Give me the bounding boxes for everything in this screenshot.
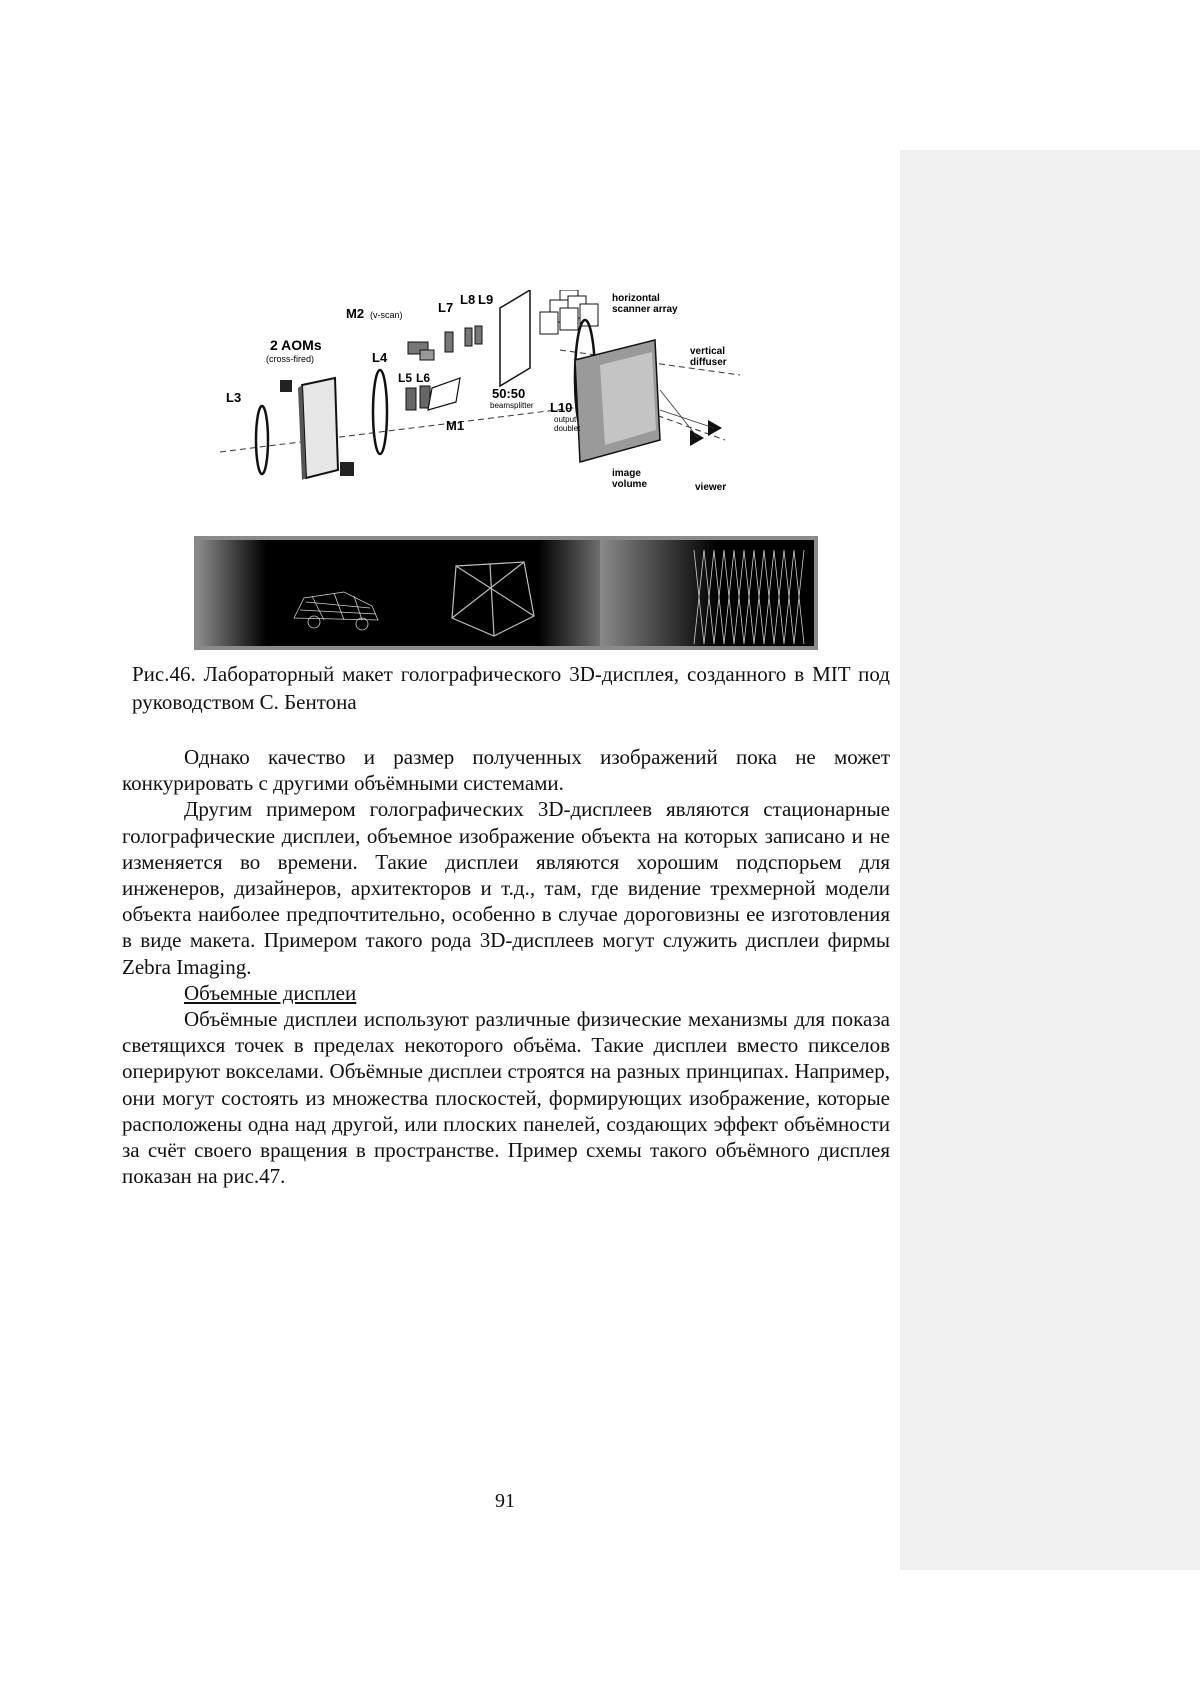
label-aoms: 2 AOMs — [270, 337, 322, 353]
label-l6: L6 — [416, 371, 431, 385]
hologram-photo-strip — [194, 536, 818, 650]
label-l3: L3 — [226, 390, 242, 405]
label-scanner-1: horizontal — [612, 293, 660, 304]
optical-setup-diagram — [220, 290, 800, 510]
label-volume-1: image — [612, 468, 641, 479]
label-m2: M2 — [346, 306, 365, 321]
paragraph-3: Объёмные дисплеи используют различные физические механизмы для показа светящихся точек в пределах некоторого объёма. Такие дисплеи вместо пикселов оперируют вокселами. Объёмные дисплеи строятся на разных принципах. Например, они могут состоять из множества плоскостей, формирующих изображение, которые расположены одна над другой, или плоских панелей, создающих эффект объёмности за счёт своего вращения в пространстве. Пример схемы такого объёмного дисплея показан на рис.47. — [122, 1007, 890, 1189]
label-l7: L7 — [438, 300, 454, 315]
label-l10: L10 — [550, 400, 573, 415]
label-l5: L5 — [398, 371, 413, 385]
label-output-1: output — [554, 415, 577, 424]
paragraph-2: Другим примером голографических 3D-дисплеев являются стационарные голографические дисплеи, объемное изображение объекта на которых записано и не изменяется во времени. Такие дисплеи являются хорошим подспорьем для инженеров, дизайнеров, архитекторов и т.д., там, где видение трехмерной модели объекта наиболее предпочтительно, особенно в случае дороговизны ее изготовления в виде макета. Примером такого рода 3D-дисплеев могут служить дисплеи фирмы Zebra Imaging. — [122, 797, 890, 979]
label-diffuser-2: diffuser — [690, 357, 727, 368]
label-volume-2: volume — [612, 479, 648, 490]
label-diffuser-1: vertical — [690, 346, 726, 357]
label-l9: L9 — [478, 292, 494, 307]
paragraph-1: Однако качество и размер полученных изображений пока не может конкурировать с другими объёмными системами. — [122, 745, 890, 796]
label-beamsplitter-ratio: 50:50 — [492, 386, 526, 401]
page-number: 91 — [495, 1490, 515, 1512]
label-beamsplitter: beamsplitter — [490, 401, 534, 410]
label-m1: M1 — [446, 418, 465, 433]
label-aoms-sub: (cross-fired) — [266, 354, 315, 364]
label-output-2: doublet — [554, 424, 581, 433]
figure-caption: Рис.46. Лабораторный макет голографического 3D-дисплея, созданного в MIT под руководством С. Бентона — [132, 662, 890, 714]
label-viewer: viewer — [695, 482, 727, 493]
label-m2-sub: (v-scan) — [370, 310, 403, 320]
body-text — [122, 744, 890, 1189]
label-scanner-2: scanner array — [612, 304, 678, 315]
comment-pane — [900, 150, 1200, 1570]
section-heading: Объемные дисплеи — [184, 980, 357, 1005]
label-l4: L4 — [372, 350, 388, 365]
label-l8: L8 — [460, 292, 476, 307]
